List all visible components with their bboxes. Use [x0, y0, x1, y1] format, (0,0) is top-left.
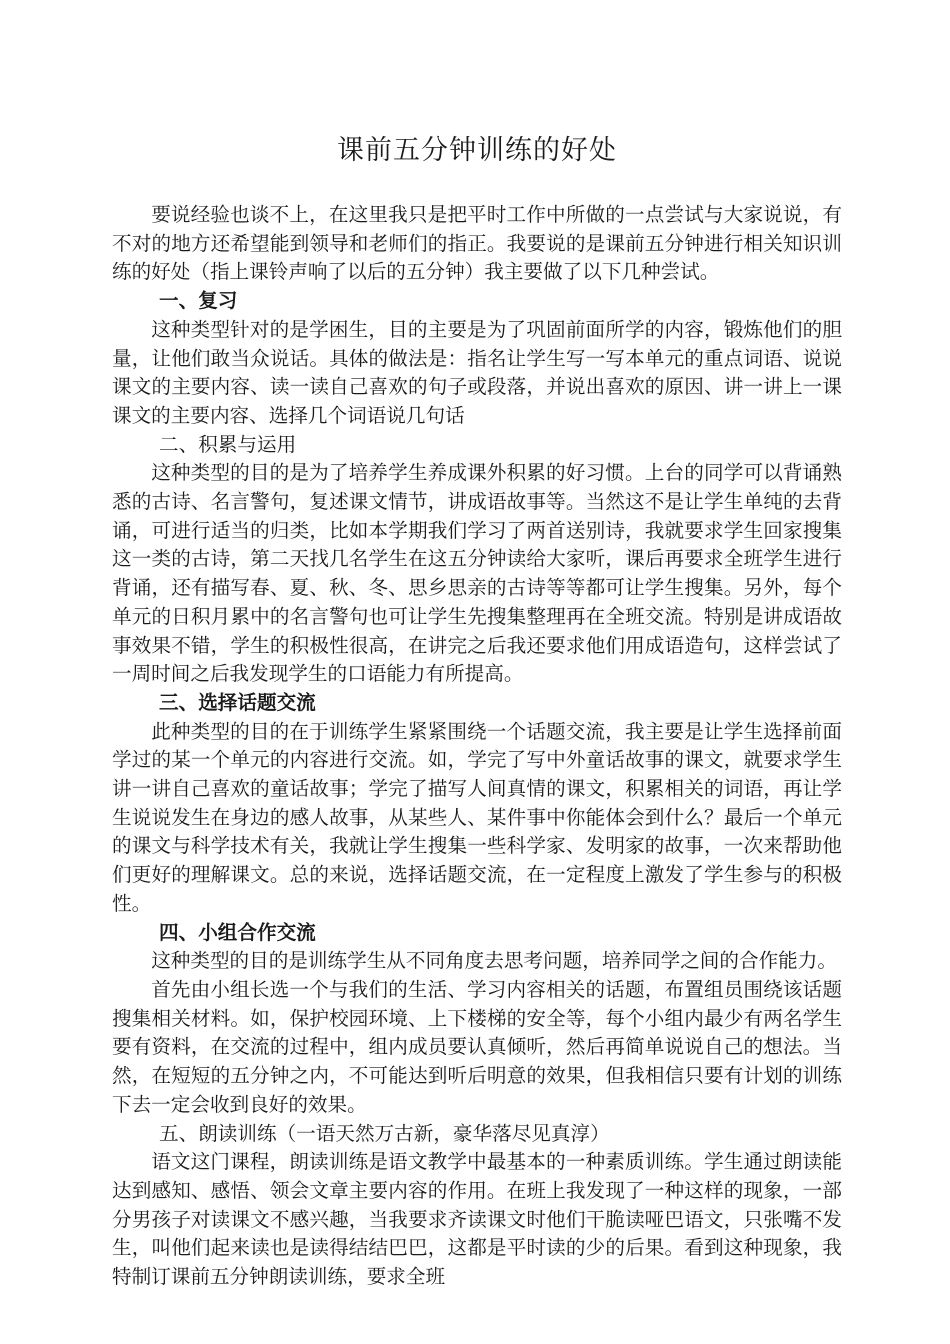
reading-training-paragraph: 语文这门课程，朗读训练是语文教学中最基本的一种素质训练。学生通过朗读能达到感知、感悟、领会文章主要内容的作用。在班上我发现了一种这样的现象，一部分男孩子对读课文不感兴趣，当我要求齐读课文时他们干脆读哑巴语文，只张嘴不发生，叫他们起来读也是读得结结巴巴，这都是平时读的少的后果。看到这种现象，我特制订课前五分钟朗读训练，要求全班 [112, 1150, 842, 1289]
section-heading-review: 一、复习 [159, 289, 238, 313]
section-heading-reading-training: 五、朗读训练（一语天然万古新，豪华落尽见真淳） [159, 1121, 610, 1145]
topic-exchange-paragraph: 此种类型的目的在于训练学生紧紧围绕一个话题交流，我主要是让学生选择前面学过的某一个单元的内容进行交流。如，学完了写中外童话故事的课文，就要求学生讲一讲自己喜欢的童话故事；学完了描写人间真情的课文，积累相关的词语，再让学生说说发生在身边的感人故事，从某些人、某件事中你能体会到什么？最后一个单元的课文与科学技术有关，我就让学生搜集一些科学家、发明家的故事，一次来帮助他们更好的理解课文。总的来说，选择话题交流，在一定程度上激发了学生参与的积极性。 [112, 719, 842, 915]
section-heading-group-cooperation: 四、小组合作交流 [159, 920, 316, 944]
section-heading-topic-exchange: 三、选择话题交流 [159, 690, 316, 714]
document-page [112, 128, 842, 1292]
section-heading-accumulation: 二、积累与运用 [159, 432, 297, 456]
review-paragraph: 这种类型针对的是学困生，目的主要是为了巩固前面所学的内容，锻炼他们的胆量，让他们敢当众说话。具体的做法是：指名让学生写一写本单元的重点词语、说说课文的主要内容、读一读自己喜欢的句子或段落，并说出喜欢的原因、讲一讲上一课课文的主要内容、选择几个词语说几句话 [112, 317, 842, 427]
accumulation-paragraph: 这种类型的目的是为了培养学生养成课外积累的好习惯。上台的同学可以背诵熟悉的古诗、名言警句，复述课文情节，讲成语故事等。当然这不是让学生单纯的去背诵，可进行适当的归类，比如本学期我们学习了两首送别诗，我就要求学生回家搜集这一类的古诗，第二天找几名学生在这五分钟读给大家听，课后再要求全班学生进行背诵，还有描写春、夏、秋、冬、思乡思亲的古诗等等都可让学生搜集。另外，每个单元的日积月累中的名言警句也可让学生先搜集整理再在全班交流。特别是讲成语故事效果不错，学生的积极性很高，在讲完之后我还要求他们用成语造句，这样尝试了一周时间之后我发现学生的口语能力有所提高。 [112, 461, 842, 686]
intro-paragraph: 要说经验也谈不上，在这里我只是把平时工作中所做的一点尝试与大家说说，有不对的地方还希望能到领导和老师们的指正。我要说的是课前五分钟进行相关知识训练的好处（指上课铃声响了以后的五分钟）我主要做了以下几种尝试。 [112, 203, 842, 284]
document-title: 课前五分钟训练的好处 [337, 135, 617, 166]
group-cooperation-paragraph-2: 首先由小组长选一个与我们的生活、学习内容相关的话题，布置组员围绕该话题搜集相关材料。如，保护校园环境、上下楼梯的安全等，每个小组内最少有两名学生要有资料，在交流的过程中，组内成员要认真倾听，然后再简单说说自己的想法。当然，在短短的五分钟之内，不可能达到听后明意的效果，但我相信只要有计划的训练下去一定会收到良好的效果。 [112, 977, 842, 1116]
group-cooperation-paragraph-1: 这种类型的目的是训练学生从不同角度去思考问题，培养同学之间的合作能力。 [151, 949, 837, 973]
